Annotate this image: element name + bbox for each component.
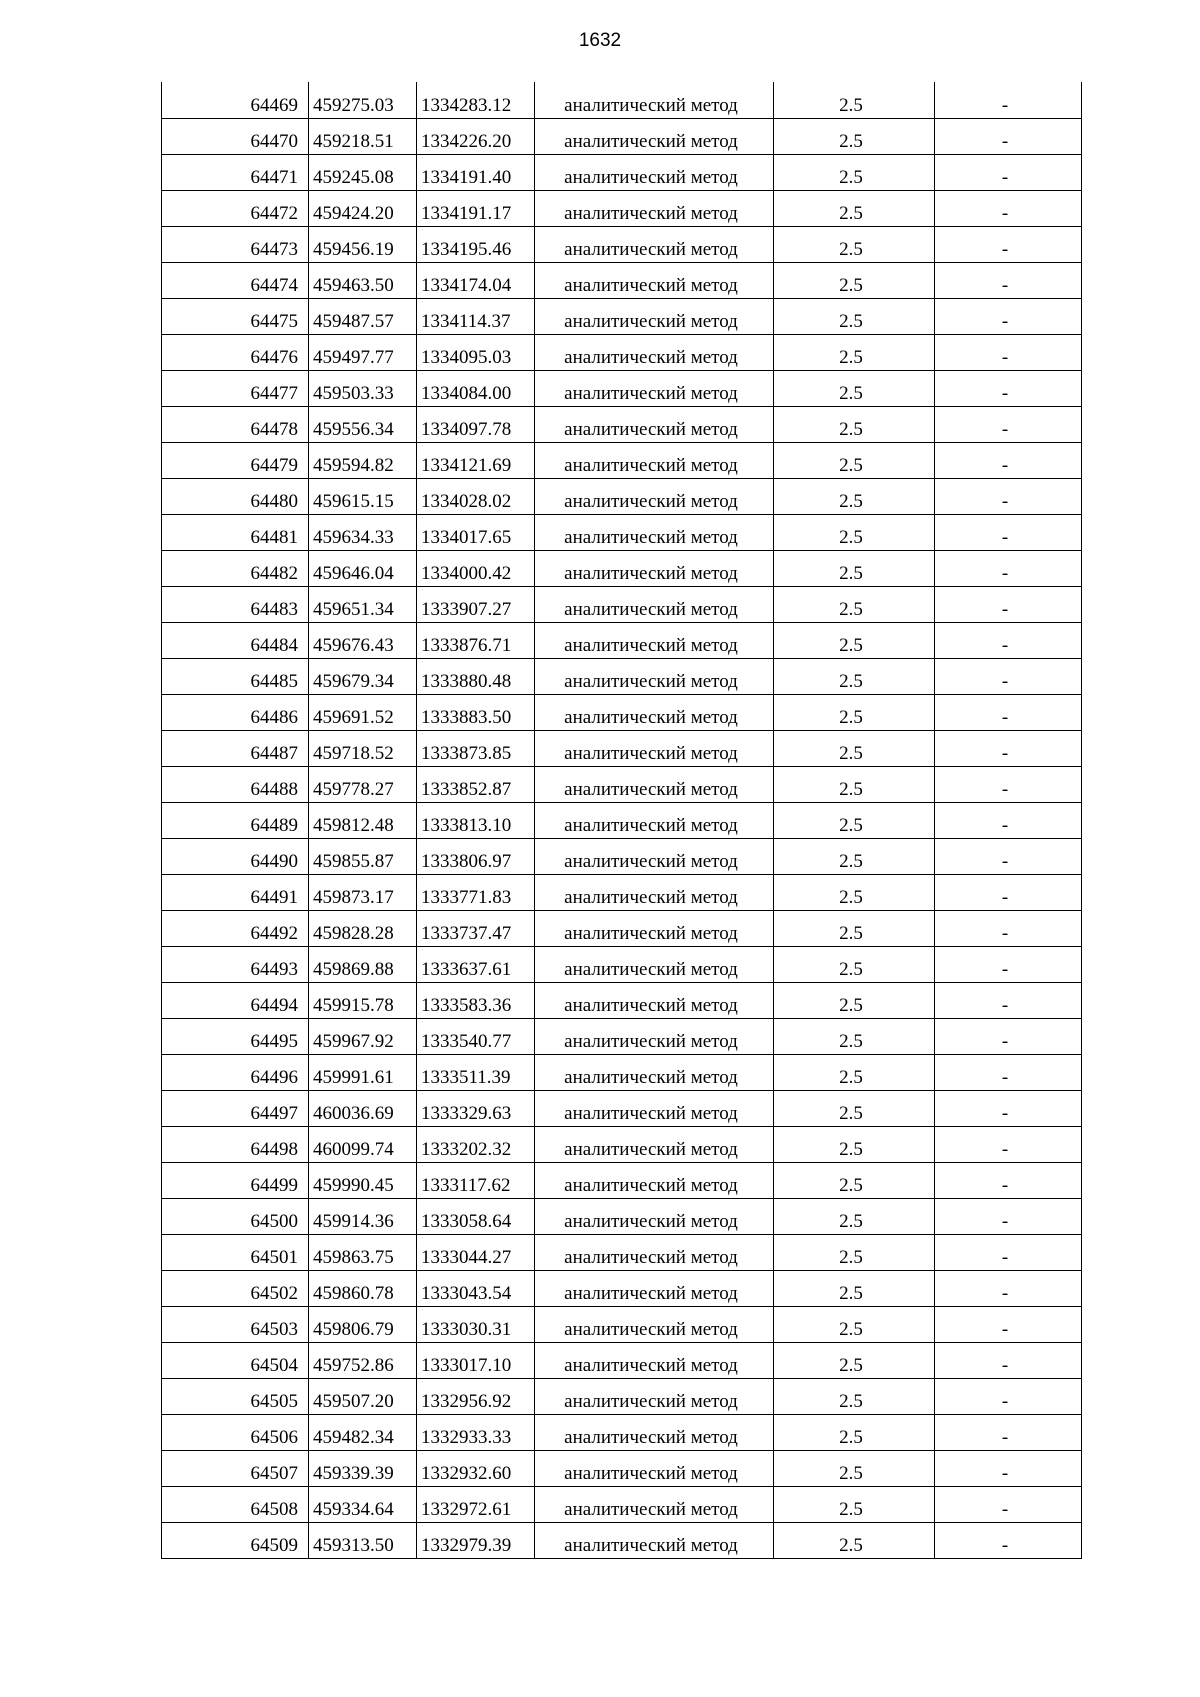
point-number-cell: 64505 <box>162 1378 309 1414</box>
description-cell: - <box>935 1342 1082 1378</box>
point-number-cell: 64500 <box>162 1198 309 1234</box>
y-coordinate-cell: 1333511.39 <box>417 1054 535 1090</box>
description-cell: - <box>935 1414 1082 1450</box>
table-row <box>162 766 1082 802</box>
y-coordinate-cell: 1334121.69 <box>417 442 535 478</box>
table-row <box>162 1018 1082 1054</box>
point-number-cell: 64492 <box>162 910 309 946</box>
y-coordinate-cell: 1332972.61 <box>417 1486 535 1522</box>
method-cell: аналитический метод <box>535 154 774 190</box>
method-cell: аналитический метод <box>535 262 774 298</box>
method-cell: аналитический метод <box>535 946 774 982</box>
description-cell: - <box>935 586 1082 622</box>
y-coordinate-cell: 1334191.40 <box>417 154 535 190</box>
accuracy-cell: 2.5 <box>774 1378 935 1414</box>
description-cell: - <box>935 262 1082 298</box>
y-coordinate-cell: 1333852.87 <box>417 766 535 802</box>
y-coordinate-cell: 1332956.92 <box>417 1378 535 1414</box>
accuracy-cell: 2.5 <box>774 550 935 586</box>
method-cell: аналитический метод <box>535 1486 774 1522</box>
method-cell: аналитический метод <box>535 1234 774 1270</box>
x-coordinate-cell: 459218.51 <box>309 118 417 154</box>
accuracy-cell: 2.5 <box>774 874 935 910</box>
accuracy-cell: 2.5 <box>774 406 935 442</box>
description-cell: - <box>935 118 1082 154</box>
table-row <box>162 118 1082 154</box>
method-cell: аналитический метод <box>535 334 774 370</box>
method-cell: аналитический метод <box>535 1198 774 1234</box>
table-row <box>162 334 1082 370</box>
description-cell: - <box>935 982 1082 1018</box>
description-cell: - <box>935 1450 1082 1486</box>
y-coordinate-cell: 1333583.36 <box>417 982 535 1018</box>
accuracy-cell: 2.5 <box>774 802 935 838</box>
point-number-cell: 64497 <box>162 1090 309 1126</box>
table-row <box>162 1522 1082 1558</box>
table-row <box>162 694 1082 730</box>
accuracy-cell: 2.5 <box>774 694 935 730</box>
description-cell: - <box>935 478 1082 514</box>
x-coordinate-cell: 459828.28 <box>309 910 417 946</box>
point-number-cell: 64488 <box>162 766 309 802</box>
point-number-cell: 64504 <box>162 1342 309 1378</box>
description-cell: - <box>935 514 1082 550</box>
description-cell: - <box>935 946 1082 982</box>
point-number-cell: 64475 <box>162 298 309 334</box>
y-coordinate-cell: 1333058.64 <box>417 1198 535 1234</box>
x-coordinate-cell: 459497.77 <box>309 334 417 370</box>
method-cell: аналитический метод <box>535 1414 774 1450</box>
table-row <box>162 298 1082 334</box>
y-coordinate-cell: 1334283.12 <box>417 82 535 118</box>
description-cell: - <box>935 334 1082 370</box>
accuracy-cell: 2.5 <box>774 1126 935 1162</box>
point-number-cell: 64479 <box>162 442 309 478</box>
accuracy-cell: 2.5 <box>774 1522 935 1558</box>
description-cell: - <box>935 1270 1082 1306</box>
y-coordinate-cell: 1333117.62 <box>417 1162 535 1198</box>
y-coordinate-cell: 1333813.10 <box>417 802 535 838</box>
point-number-cell: 64507 <box>162 1450 309 1486</box>
x-coordinate-cell: 459915.78 <box>309 982 417 1018</box>
table-row <box>162 1342 1082 1378</box>
accuracy-cell: 2.5 <box>774 1342 935 1378</box>
description-cell: - <box>935 910 1082 946</box>
table-row <box>162 1414 1082 1450</box>
point-number-cell: 64469 <box>162 82 309 118</box>
description-cell: - <box>935 1486 1082 1522</box>
method-cell: аналитический метод <box>535 1018 774 1054</box>
y-coordinate-cell: 1333329.63 <box>417 1090 535 1126</box>
table-row <box>162 514 1082 550</box>
table-row <box>162 1234 1082 1270</box>
description-cell: - <box>935 802 1082 838</box>
method-cell: аналитический метод <box>535 514 774 550</box>
accuracy-cell: 2.5 <box>774 910 935 946</box>
x-coordinate-cell: 459869.88 <box>309 946 417 982</box>
x-coordinate-cell: 459556.34 <box>309 406 417 442</box>
x-coordinate-cell: 459967.92 <box>309 1018 417 1054</box>
table-row <box>162 262 1082 298</box>
point-number-cell: 64508 <box>162 1486 309 1522</box>
point-number-cell: 64480 <box>162 478 309 514</box>
point-number-cell: 64476 <box>162 334 309 370</box>
y-coordinate-cell: 1334114.37 <box>417 298 535 334</box>
point-number-cell: 64496 <box>162 1054 309 1090</box>
method-cell: аналитический метод <box>535 766 774 802</box>
method-cell: аналитический метод <box>535 1378 774 1414</box>
point-number-cell: 64491 <box>162 874 309 910</box>
accuracy-cell: 2.5 <box>774 262 935 298</box>
coordinates-table <box>161 82 1082 1559</box>
x-coordinate-cell: 459718.52 <box>309 730 417 766</box>
description-cell: - <box>935 190 1082 226</box>
x-coordinate-cell: 459634.33 <box>309 514 417 550</box>
description-cell: - <box>935 838 1082 874</box>
method-cell: аналитический метод <box>535 82 774 118</box>
point-number-cell: 64509 <box>162 1522 309 1558</box>
point-number-cell: 64484 <box>162 622 309 658</box>
method-cell: аналитический метод <box>535 118 774 154</box>
table-row <box>162 1090 1082 1126</box>
x-coordinate-cell: 459812.48 <box>309 802 417 838</box>
y-coordinate-cell: 1333043.54 <box>417 1270 535 1306</box>
point-number-cell: 64485 <box>162 658 309 694</box>
x-coordinate-cell: 459651.34 <box>309 586 417 622</box>
y-coordinate-cell: 1334084.00 <box>417 370 535 406</box>
point-number-cell: 64483 <box>162 586 309 622</box>
accuracy-cell: 2.5 <box>774 982 935 1018</box>
description-cell: - <box>935 1054 1082 1090</box>
method-cell: аналитический метод <box>535 1306 774 1342</box>
method-cell: аналитический метод <box>535 622 774 658</box>
method-cell: аналитический метод <box>535 190 774 226</box>
accuracy-cell: 2.5 <box>774 586 935 622</box>
table-row <box>162 802 1082 838</box>
y-coordinate-cell: 1333883.50 <box>417 694 535 730</box>
x-coordinate-cell: 459855.87 <box>309 838 417 874</box>
accuracy-cell: 2.5 <box>774 190 935 226</box>
point-number-cell: 64499 <box>162 1162 309 1198</box>
table-body <box>162 82 1082 1558</box>
table-row <box>162 82 1082 118</box>
table-row <box>162 982 1082 1018</box>
table-row <box>162 1450 1082 1486</box>
point-number-cell: 64471 <box>162 154 309 190</box>
accuracy-cell: 2.5 <box>774 946 935 982</box>
x-coordinate-cell: 459503.33 <box>309 370 417 406</box>
y-coordinate-cell: 1332979.39 <box>417 1522 535 1558</box>
x-coordinate-cell: 460036.69 <box>309 1090 417 1126</box>
table-row <box>162 910 1082 946</box>
method-cell: аналитический метод <box>535 226 774 262</box>
method-cell: аналитический метод <box>535 1090 774 1126</box>
method-cell: аналитический метод <box>535 982 774 1018</box>
x-coordinate-cell: 459487.57 <box>309 298 417 334</box>
point-number-cell: 64487 <box>162 730 309 766</box>
point-number-cell: 64495 <box>162 1018 309 1054</box>
point-number-cell: 64498 <box>162 1126 309 1162</box>
y-coordinate-cell: 1334226.20 <box>417 118 535 154</box>
method-cell: аналитический метод <box>535 298 774 334</box>
y-coordinate-cell: 1333806.97 <box>417 838 535 874</box>
description-cell: - <box>935 442 1082 478</box>
method-cell: аналитический метод <box>535 658 774 694</box>
accuracy-cell: 2.5 <box>774 1090 935 1126</box>
y-coordinate-cell: 1333017.10 <box>417 1342 535 1378</box>
y-coordinate-cell: 1333873.85 <box>417 730 535 766</box>
table-row <box>162 730 1082 766</box>
description-cell: - <box>935 154 1082 190</box>
point-number-cell: 64478 <box>162 406 309 442</box>
point-number-cell: 64506 <box>162 1414 309 1450</box>
table-row <box>162 1054 1082 1090</box>
y-coordinate-cell: 1334000.42 <box>417 550 535 586</box>
y-coordinate-cell: 1333044.27 <box>417 1234 535 1270</box>
x-coordinate-cell: 459245.08 <box>309 154 417 190</box>
accuracy-cell: 2.5 <box>774 478 935 514</box>
x-coordinate-cell: 459863.75 <box>309 1234 417 1270</box>
point-number-cell: 64486 <box>162 694 309 730</box>
method-cell: аналитический метод <box>535 1054 774 1090</box>
y-coordinate-cell: 1334174.04 <box>417 262 535 298</box>
point-number-cell: 64489 <box>162 802 309 838</box>
y-coordinate-cell: 1334097.78 <box>417 406 535 442</box>
accuracy-cell: 2.5 <box>774 442 935 478</box>
accuracy-cell: 2.5 <box>774 1486 935 1522</box>
table-row <box>162 874 1082 910</box>
x-coordinate-cell: 460099.74 <box>309 1126 417 1162</box>
y-coordinate-cell: 1334095.03 <box>417 334 535 370</box>
y-coordinate-cell: 1334191.17 <box>417 190 535 226</box>
table-row <box>162 370 1082 406</box>
x-coordinate-cell: 459691.52 <box>309 694 417 730</box>
method-cell: аналитический метод <box>535 1522 774 1558</box>
accuracy-cell: 2.5 <box>774 622 935 658</box>
x-coordinate-cell: 459806.79 <box>309 1306 417 1342</box>
method-cell: аналитический метод <box>535 910 774 946</box>
accuracy-cell: 2.5 <box>774 118 935 154</box>
table-row <box>162 622 1082 658</box>
table-row <box>162 658 1082 694</box>
description-cell: - <box>935 766 1082 802</box>
table-row <box>162 838 1082 874</box>
accuracy-cell: 2.5 <box>774 1306 935 1342</box>
y-coordinate-cell: 1332933.33 <box>417 1414 535 1450</box>
point-number-cell: 64473 <box>162 226 309 262</box>
accuracy-cell: 2.5 <box>774 82 935 118</box>
x-coordinate-cell: 459778.27 <box>309 766 417 802</box>
y-coordinate-cell: 1334195.46 <box>417 226 535 262</box>
point-number-cell: 64470 <box>162 118 309 154</box>
description-cell: - <box>935 622 1082 658</box>
point-number-cell: 64472 <box>162 190 309 226</box>
table-row <box>162 1270 1082 1306</box>
method-cell: аналитический метод <box>535 838 774 874</box>
x-coordinate-cell: 459334.64 <box>309 1486 417 1522</box>
x-coordinate-cell: 459914.36 <box>309 1198 417 1234</box>
method-cell: аналитический метод <box>535 1162 774 1198</box>
point-number-cell: 64502 <box>162 1270 309 1306</box>
method-cell: аналитический метод <box>535 694 774 730</box>
method-cell: аналитический метод <box>535 802 774 838</box>
description-cell: - <box>935 550 1082 586</box>
description-cell: - <box>935 1126 1082 1162</box>
table-row <box>162 1162 1082 1198</box>
method-cell: аналитический метод <box>535 730 774 766</box>
method-cell: аналитический метод <box>535 1126 774 1162</box>
method-cell: аналитический метод <box>535 550 774 586</box>
table-row <box>162 406 1082 442</box>
description-cell: - <box>935 1198 1082 1234</box>
accuracy-cell: 2.5 <box>774 1414 935 1450</box>
x-coordinate-cell: 459456.19 <box>309 226 417 262</box>
method-cell: аналитический метод <box>535 478 774 514</box>
method-cell: аналитический метод <box>535 874 774 910</box>
x-coordinate-cell: 459646.04 <box>309 550 417 586</box>
table-row <box>162 550 1082 586</box>
point-number-cell: 64490 <box>162 838 309 874</box>
description-cell: - <box>935 658 1082 694</box>
x-coordinate-cell: 459752.86 <box>309 1342 417 1378</box>
accuracy-cell: 2.5 <box>774 514 935 550</box>
y-coordinate-cell: 1333771.83 <box>417 874 535 910</box>
description-cell: - <box>935 1306 1082 1342</box>
y-coordinate-cell: 1333737.47 <box>417 910 535 946</box>
x-coordinate-cell: 459676.43 <box>309 622 417 658</box>
method-cell: аналитический метод <box>535 1270 774 1306</box>
y-coordinate-cell: 1334017.65 <box>417 514 535 550</box>
accuracy-cell: 2.5 <box>774 1270 935 1306</box>
x-coordinate-cell: 459615.15 <box>309 478 417 514</box>
y-coordinate-cell: 1333907.27 <box>417 586 535 622</box>
method-cell: аналитический метод <box>535 1342 774 1378</box>
description-cell: - <box>935 730 1082 766</box>
x-coordinate-cell: 459873.17 <box>309 874 417 910</box>
accuracy-cell: 2.5 <box>774 730 935 766</box>
method-cell: аналитический метод <box>535 1450 774 1486</box>
y-coordinate-cell: 1332932.60 <box>417 1450 535 1486</box>
accuracy-cell: 2.5 <box>774 154 935 190</box>
y-coordinate-cell: 1333202.32 <box>417 1126 535 1162</box>
point-number-cell: 64493 <box>162 946 309 982</box>
point-number-cell: 64474 <box>162 262 309 298</box>
accuracy-cell: 2.5 <box>774 1162 935 1198</box>
y-coordinate-cell: 1333030.31 <box>417 1306 535 1342</box>
y-coordinate-cell: 1333880.48 <box>417 658 535 694</box>
accuracy-cell: 2.5 <box>774 1198 935 1234</box>
x-coordinate-cell: 459860.78 <box>309 1270 417 1306</box>
x-coordinate-cell: 459507.20 <box>309 1378 417 1414</box>
table-row <box>162 1126 1082 1162</box>
y-coordinate-cell: 1334028.02 <box>417 478 535 514</box>
x-coordinate-cell: 459991.61 <box>309 1054 417 1090</box>
point-number-cell: 64481 <box>162 514 309 550</box>
accuracy-cell: 2.5 <box>774 298 935 334</box>
x-coordinate-cell: 459424.20 <box>309 190 417 226</box>
point-number-cell: 64501 <box>162 1234 309 1270</box>
method-cell: аналитический метод <box>535 370 774 406</box>
point-number-cell: 64477 <box>162 370 309 406</box>
accuracy-cell: 2.5 <box>774 838 935 874</box>
description-cell: - <box>935 1234 1082 1270</box>
accuracy-cell: 2.5 <box>774 334 935 370</box>
description-cell: - <box>935 226 1082 262</box>
point-number-cell: 64503 <box>162 1306 309 1342</box>
accuracy-cell: 2.5 <box>774 1054 935 1090</box>
x-coordinate-cell: 459679.34 <box>309 658 417 694</box>
y-coordinate-cell: 1333540.77 <box>417 1018 535 1054</box>
description-cell: - <box>935 1522 1082 1558</box>
table-row <box>162 190 1082 226</box>
accuracy-cell: 2.5 <box>774 1234 935 1270</box>
method-cell: аналитический метод <box>535 442 774 478</box>
table-row <box>162 586 1082 622</box>
description-cell: - <box>935 1090 1082 1126</box>
y-coordinate-cell: 1333876.71 <box>417 622 535 658</box>
accuracy-cell: 2.5 <box>774 370 935 406</box>
table-row <box>162 1378 1082 1414</box>
point-number-cell: 64482 <box>162 550 309 586</box>
accuracy-cell: 2.5 <box>774 766 935 802</box>
x-coordinate-cell: 459482.34 <box>309 1414 417 1450</box>
y-coordinate-cell: 1333637.61 <box>417 946 535 982</box>
method-cell: аналитический метод <box>535 406 774 442</box>
description-cell: - <box>935 694 1082 730</box>
table-row <box>162 154 1082 190</box>
table-row <box>162 226 1082 262</box>
table-row <box>162 478 1082 514</box>
table-row <box>162 1486 1082 1522</box>
accuracy-cell: 2.5 <box>774 658 935 694</box>
method-cell: аналитический метод <box>535 586 774 622</box>
x-coordinate-cell: 459463.50 <box>309 262 417 298</box>
description-cell: - <box>935 874 1082 910</box>
x-coordinate-cell: 459339.39 <box>309 1450 417 1486</box>
table-row <box>162 946 1082 982</box>
x-coordinate-cell: 459594.82 <box>309 442 417 478</box>
table-row <box>162 1198 1082 1234</box>
accuracy-cell: 2.5 <box>774 226 935 262</box>
x-coordinate-cell: 459990.45 <box>309 1162 417 1198</box>
description-cell: - <box>935 406 1082 442</box>
description-cell: - <box>935 298 1082 334</box>
page-number: 1632 <box>578 30 622 51</box>
description-cell: - <box>935 1378 1082 1414</box>
description-cell: - <box>935 1162 1082 1198</box>
accuracy-cell: 2.5 <box>774 1450 935 1486</box>
description-cell: - <box>935 82 1082 118</box>
description-cell: - <box>935 1018 1082 1054</box>
description-cell: - <box>935 370 1082 406</box>
accuracy-cell: 2.5 <box>774 1018 935 1054</box>
x-coordinate-cell: 459313.50 <box>309 1522 417 1558</box>
table-row <box>162 442 1082 478</box>
table-row <box>162 1306 1082 1342</box>
x-coordinate-cell: 459275.03 <box>309 82 417 118</box>
point-number-cell: 64494 <box>162 982 309 1018</box>
